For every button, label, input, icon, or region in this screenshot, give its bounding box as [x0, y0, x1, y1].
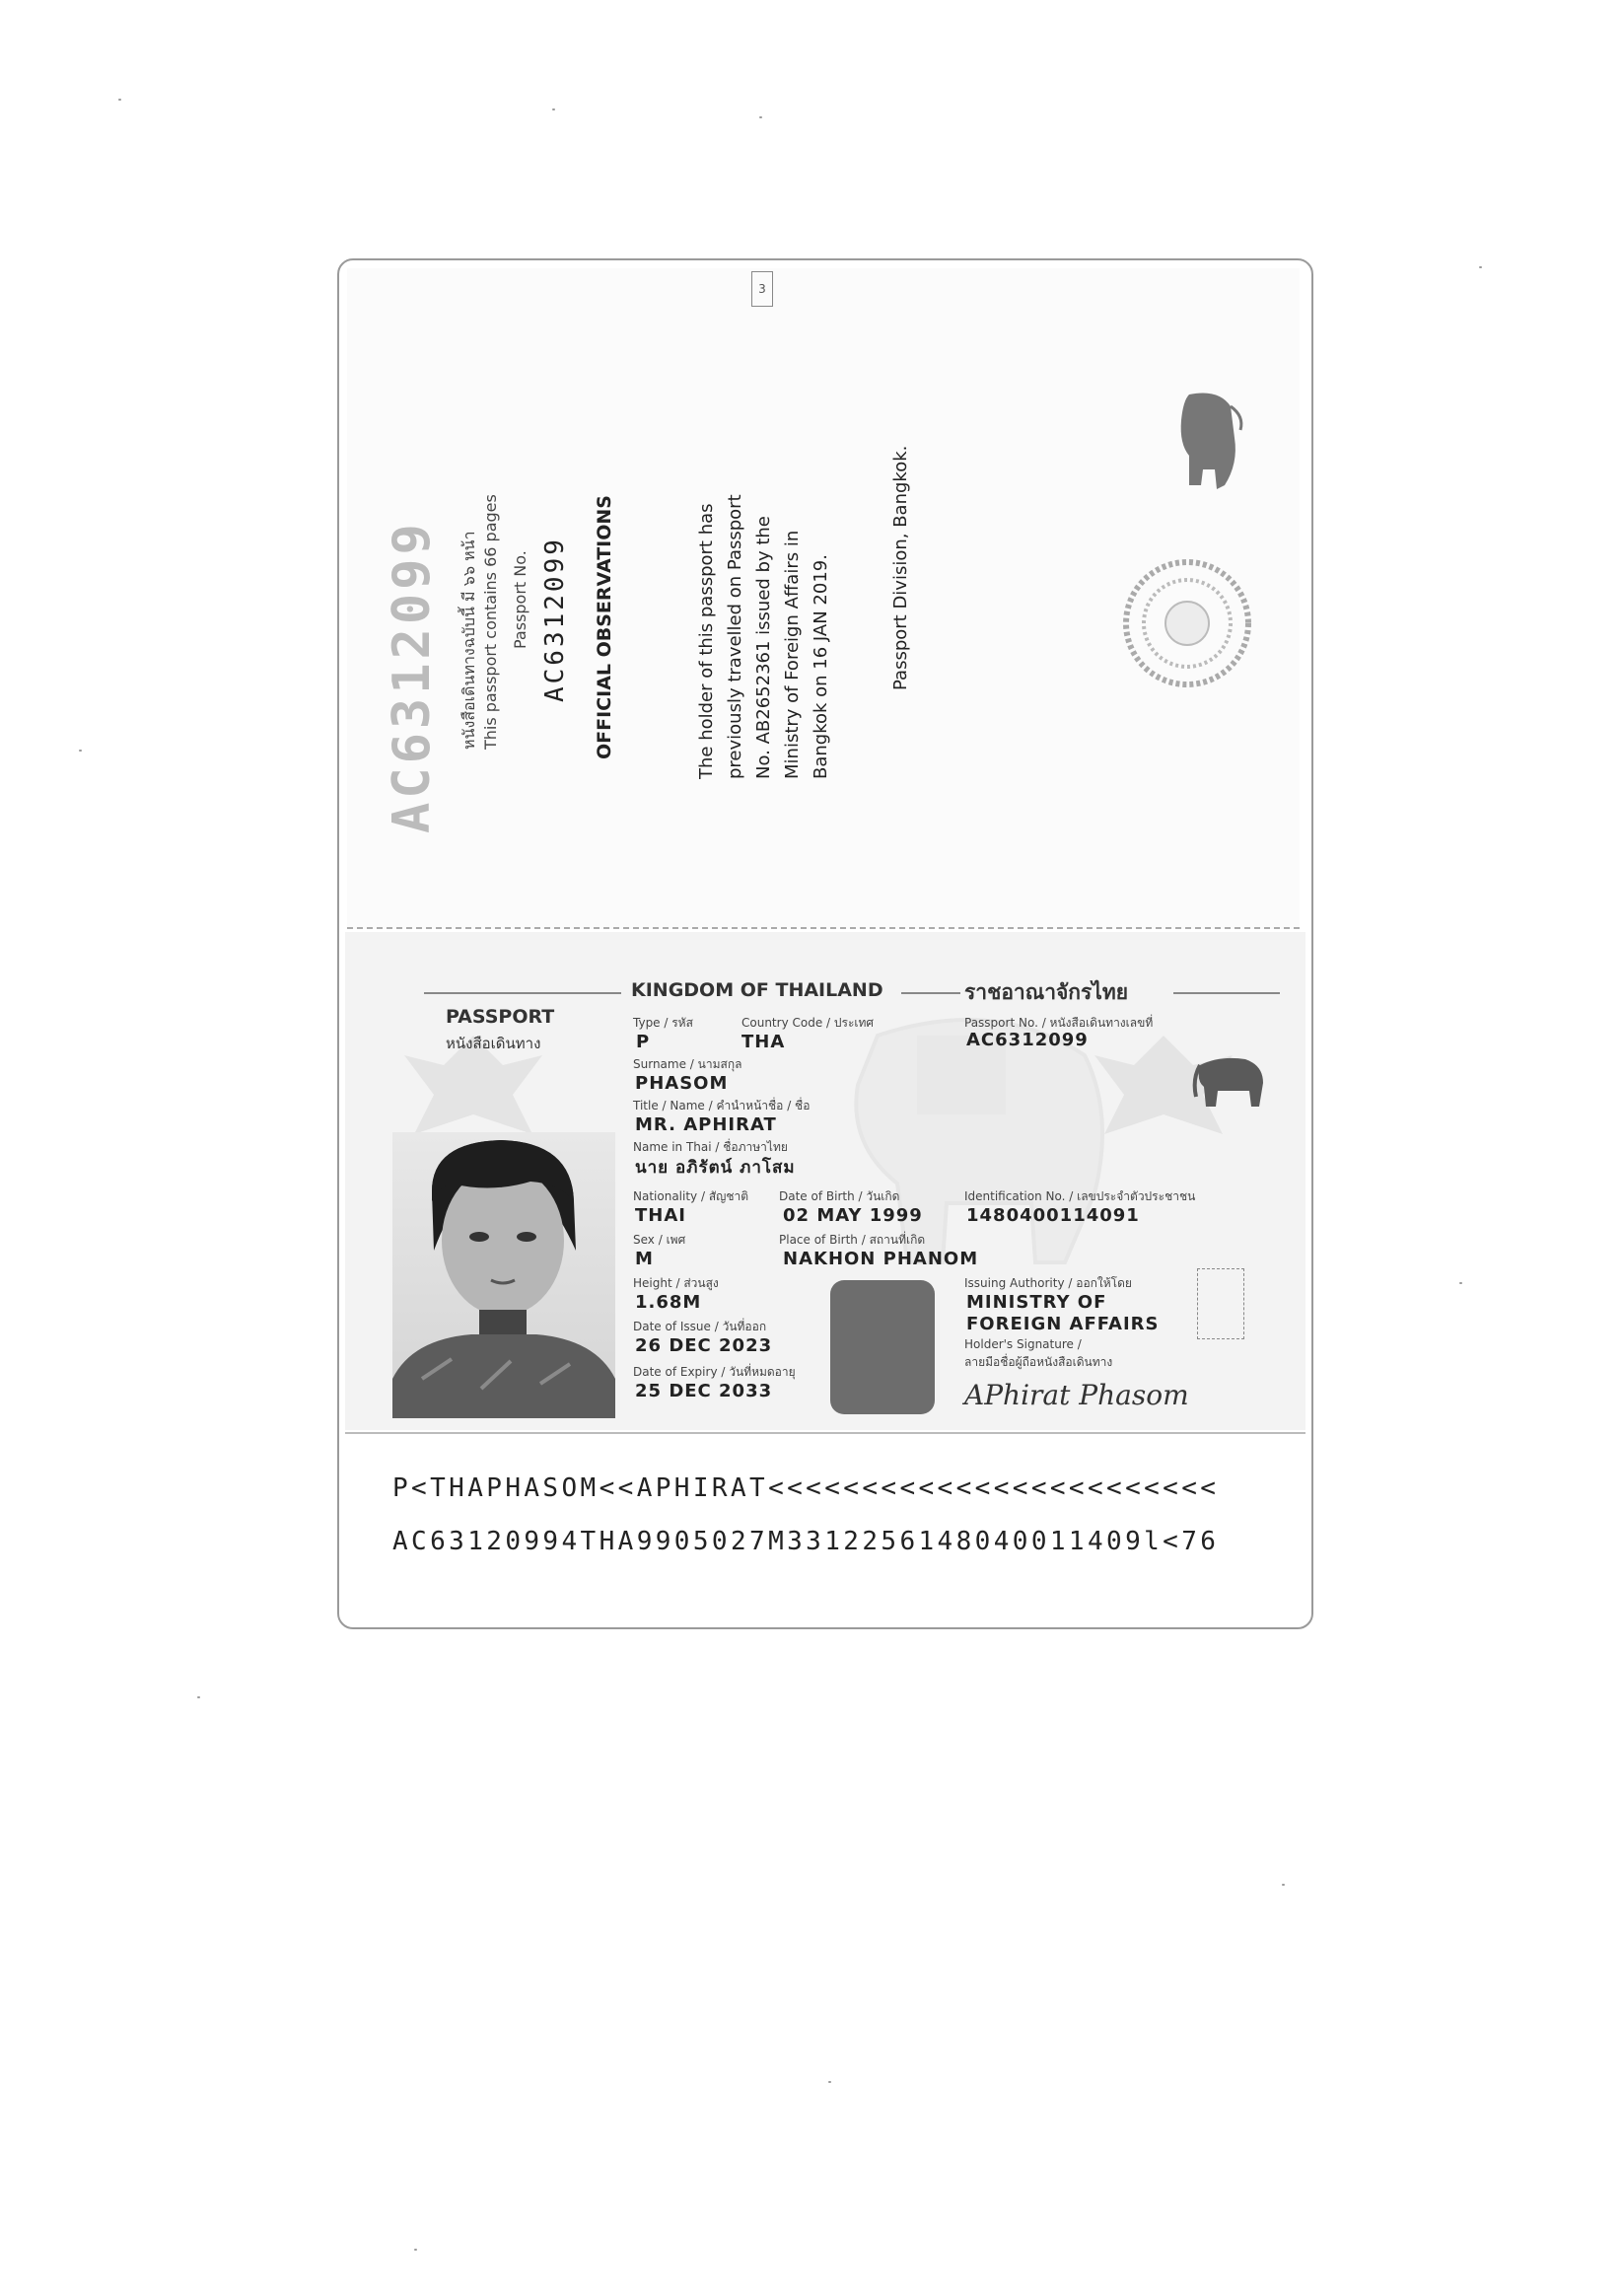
sex-label: Sex / เพศ	[633, 1233, 686, 1247]
mrz-line-2: AC63120994THA9905027M3312256148040011409l<76	[392, 1527, 1220, 1556]
note-line: No. AB2652361 issued by the	[753, 516, 774, 779]
holder-signature: APhirat Phasom	[964, 1379, 1189, 1411]
identification-no-value: 1480400114091	[966, 1205, 1140, 1226]
date-of-birth-value: 02 MAY 1999	[783, 1205, 923, 1226]
issuing-authority-label: Issuing Authority / ออกให้โดย	[964, 1276, 1132, 1290]
country-name-thai: ราชอาณาจักรไทย	[964, 980, 1129, 1004]
scan-speck	[118, 99, 121, 101]
holders-signature-label: Holder's Signature /	[964, 1337, 1082, 1351]
scan-speck	[414, 2249, 417, 2251]
mrz-band	[345, 1432, 1305, 1617]
observation-note	[692, 454, 835, 779]
passport-division-signoff: Passport Division, Bangkok.	[890, 445, 911, 690]
pages-count-english: This passport contains 66 pages	[481, 494, 500, 750]
title-name-label: Title / Name / คำนำหน้าชื่อ / ชื่อ	[633, 1099, 811, 1112]
country-code-label: Country Code / ประเทศ	[741, 1016, 875, 1030]
header-rule	[1173, 992, 1280, 994]
note-line: The holder of this passport has	[696, 503, 717, 779]
nationality-value: THAI	[635, 1205, 686, 1226]
holders-signature-thai-label: ลายมือชื่อผู้ถือหนังสือเดินทาง	[964, 1355, 1113, 1369]
surname-value: PHASOM	[635, 1073, 729, 1094]
pages-count-thai: หนังสือเดินทางฉบับนี้ มี ๖๖ หน้า	[459, 531, 478, 750]
sex-value: M	[635, 1249, 654, 1269]
date-of-expiry-value: 25 DEC 2033	[635, 1381, 773, 1401]
elephant-icon	[1190, 1051, 1269, 1112]
header-rule	[424, 992, 621, 994]
country-name-english: KINGDOM OF THAILAND	[631, 979, 883, 1001]
note-line: Ministry of Foreign Affairs in	[782, 530, 803, 779]
date-of-expiry-label: Date of Expiry / วันที่หมดอายุ	[633, 1365, 796, 1379]
scan-speck	[759, 116, 762, 118]
scan-speck	[828, 2081, 831, 2083]
passport-no-value: AC6312099	[966, 1030, 1089, 1050]
scan-speck	[1282, 1884, 1285, 1886]
scan-speck	[197, 1696, 200, 1698]
height-label: Height / ส่วนสูง	[633, 1276, 719, 1290]
surname-label: Surname / นามสกุล	[633, 1057, 742, 1071]
scan-speck	[1459, 1282, 1462, 1284]
chip-symbol-icon	[1197, 1268, 1244, 1339]
nationality-label: Nationality / สัญชาติ	[633, 1189, 749, 1203]
scan-speck	[79, 750, 82, 752]
scan-speck	[552, 108, 555, 110]
date-of-birth-label: Date of Birth / วันเกิด	[779, 1189, 900, 1203]
type-label: Type / รหัส	[633, 1016, 693, 1030]
height-value: 1.68M	[635, 1292, 702, 1313]
date-of-issue-value: 26 DEC 2023	[635, 1335, 773, 1356]
date-of-issue-label: Date of Issue / วันที่ออก	[633, 1320, 767, 1333]
holder-photo	[392, 1132, 615, 1418]
rosette-emblem-icon	[1118, 554, 1256, 692]
scan-speck	[1479, 266, 1482, 268]
holder-portrait-icon	[392, 1132, 615, 1418]
type-value: P	[636, 1032, 651, 1052]
ghost-image	[830, 1280, 935, 1414]
name-thai-label: Name in Thai / ชื่อภาษาไทย	[633, 1140, 788, 1154]
page-number: 3	[751, 271, 773, 307]
name-thai-value: นาย อภิรัตน์ ภาโสม	[635, 1158, 796, 1178]
document-title-english: PASSPORT	[446, 1006, 555, 1028]
obs-passport-no-label: Passport No.	[511, 550, 529, 649]
obs-passport-no: AC6312099	[540, 537, 570, 702]
place-of-birth-value: NAKHON PHANOM	[783, 1249, 979, 1269]
place-of-birth-label: Place of Birth / สถานที่เกิด	[779, 1233, 926, 1247]
official-observations-title: OFFICIAL OBSERVATIONS	[594, 495, 615, 759]
elephant-icon	[1169, 387, 1246, 497]
note-line: previously travelled on Passport	[725, 494, 745, 779]
issuing-authority-line2: FOREIGN AFFAIRS	[966, 1314, 1160, 1334]
identification-no-label: Identification No. / เลขประจำตัวประชาชน	[964, 1189, 1196, 1203]
perforated-number: AC6312099	[383, 520, 442, 833]
note-line: Bangkok on 16 JAN 2019.	[811, 554, 831, 779]
passport-no-label: Passport No. / หนังสือเดินทางเลขที่	[964, 1016, 1154, 1030]
mrz-line-1: P<THAPHASOM<<APHIRAT<<<<<<<<<<<<<<<<<<<<<<<<	[392, 1473, 1220, 1503]
document-title-thai: หนังสือเดินทาง	[446, 1035, 541, 1052]
country-code-value: THA	[741, 1032, 786, 1052]
issuing-authority-line1: MINISTRY OF	[966, 1292, 1107, 1313]
title-name-value: MR. APHIRAT	[635, 1114, 777, 1135]
header-rule	[901, 992, 960, 994]
